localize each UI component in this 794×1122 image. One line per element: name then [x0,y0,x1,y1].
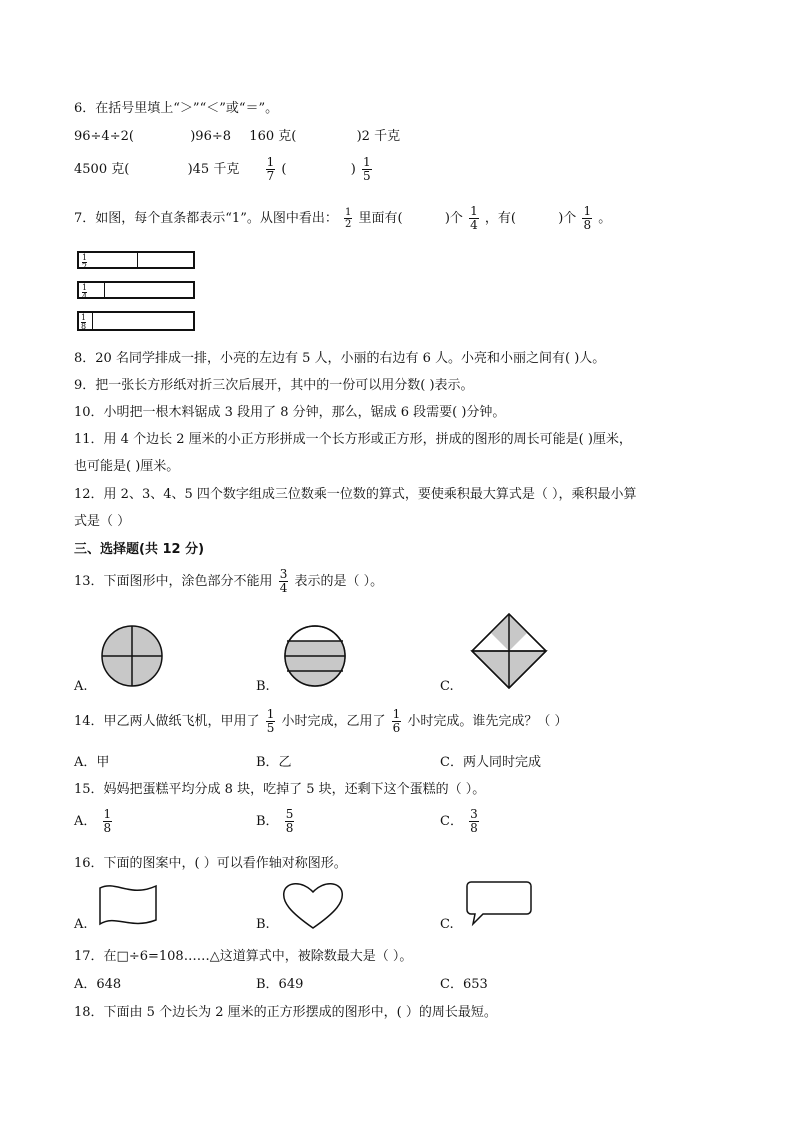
q16-option-a[interactable]: A. [74,917,88,932]
q13-figure-a [100,624,164,688]
q13-figure-b [283,624,347,688]
q6-frac-1-7: $\frac{1}{7}$ [266,155,275,183]
q7-e: )个 [558,211,577,226]
q6-row2 [74,156,374,183]
q14-option-c[interactable]: C．两人同时完成 [440,755,541,770]
q6-title: 6．在括号里填上“＞”“＜”或“＝”。 [74,101,279,116]
q6-frac-1-5: $\frac{1}{5}$ [362,155,371,183]
q17-text: 17．在□÷6=108……△这道算式中，被除数最大是（ ）。 [74,949,413,964]
q14-option-a[interactable]: A．甲 [74,755,110,770]
q15-option-c-label: C． [440,814,463,829]
q7-frac-1-8: $\frac{1}{8}$ [583,204,592,232]
q16-figure-b-heart [280,880,346,932]
q6-r1a: 96÷4÷2( [74,129,134,144]
q6-r1b: )96÷8 [190,129,232,144]
q16-option-b[interactable]: B. [256,917,270,932]
q7-text [74,205,611,232]
strip-eighths [77,311,195,331]
q8: 8．20 名同学排成一排，小亮的左边有 5 人，小丽的右边有 6 人。小亮和小丽之间有( )人。 [74,351,606,366]
q7-frac-1-2: $\frac{1}{2}$ [344,207,352,230]
strip-halves-label: 1 2 [82,253,88,271]
q7-frac-1-4: $\frac{1}{4}$ [470,204,478,232]
q15-text: 15．妈妈把蛋糕平均分成 8 块，吃掉了 5 块，还剩下这个蛋糕的（ ）。 [74,782,486,797]
q15-option-b[interactable] [256,808,296,835]
q6-lparen: ( [281,162,287,177]
q14-a: 14．甲乙两人做纸飞机，甲用了 [74,714,260,729]
q6-r1c: 160 克( [249,129,297,144]
q10: 10．小明把一根木料锯成 3 段用了 8 分钟，那么，锯成 6 段需要( )分钟。 [74,405,506,420]
q13-b: 表示的是（ ）。 [294,574,384,589]
q16-text: 16．下面的图案中，( ）可以看作轴对称图形。 [74,856,347,871]
q12-line1: 12．用 2、3、4、5 四个数字组成三位数乘一位数的算式，要使乘积最大算式是（ ），乘积最小算 [74,487,637,502]
q14-frac-1-6: $\frac{1}{6}$ [392,707,401,735]
q18-text: 18．下面由 5 个边长为 2 厘米的正方形摆成的图形中，( ）的周长最短。 [74,1005,497,1020]
q14-b: 小时完成，乙用了 [281,714,386,729]
q17-option-a[interactable]: A．648 [74,977,122,992]
q13-frac-3-4: $\frac{3}{4}$ [279,567,288,595]
q13-option-a[interactable]: A. [74,679,88,694]
q14-option-b[interactable]: B．乙 [256,755,292,770]
q6-r1d: )2 千克 [356,129,401,144]
q15-option-b-label: B． [256,814,279,829]
strip-quarters-label: 1 4 [82,283,88,301]
q16-option-c[interactable]: C. [440,917,454,932]
q7-c: )个 [444,211,463,226]
q16-figure-a-flag [96,880,162,930]
strip-halves [77,251,195,269]
q13-a: 13．下面图形中，涂色部分不能用 [74,574,273,589]
q12-line2: 式是（ ） [74,514,131,529]
q9: 9．把一张长方形纸对折三次后展开，其中的一份可以用分数( )表示。 [74,378,474,393]
q15-option-c-frac: $\frac{3}{8}$ [470,807,478,835]
q6-row1 [74,125,400,144]
q15-option-a-frac: $\frac{1}{8}$ [103,807,112,835]
q14-c: 小时完成。谁先完成？（ ） [407,714,568,729]
q14-text [74,708,568,735]
q7-a: 7．如图，每个直条都表示“1”。从图中看出： [74,211,338,226]
q13-text [74,568,383,595]
q6-r2b: )45 千克 [187,162,240,177]
q11-line2: 也可能是( )厘米。 [74,459,180,474]
strip-eighths-label: 1 8 [81,313,87,331]
q17-option-b[interactable]: B．649 [256,977,304,992]
q13-figure-c [470,612,548,690]
q15-option-c[interactable] [440,808,481,835]
section-3-heading: 三、选择题(共 12 分) [74,542,205,557]
q15-option-b-frac: $\frac{5}{8}$ [285,807,294,835]
q13-option-c[interactable]: C. [440,679,454,694]
q6-r2a: 4500 克( [74,162,130,177]
q6-rparen: ) [350,162,356,177]
q14-frac-1-5: $\frac{1}{5}$ [266,707,275,735]
q7-b: 里面有( [358,211,403,226]
q7-end: 。 [598,211,612,226]
q16-figure-c-speech-bubble [465,880,533,928]
q11-line1: 11．用 4 个边长 2 厘米的小正方形拼成一个长方形或正方形，拼成的图形的周长可能是( )厘米， [74,432,632,447]
q17-option-c[interactable]: C．653 [440,977,488,992]
q13-option-b[interactable]: B. [256,679,270,694]
q7-d: ，有( [484,211,516,226]
q15-option-a[interactable] [74,808,114,835]
strip-quarters [77,281,195,299]
q15-option-a-label: A． [74,814,97,829]
